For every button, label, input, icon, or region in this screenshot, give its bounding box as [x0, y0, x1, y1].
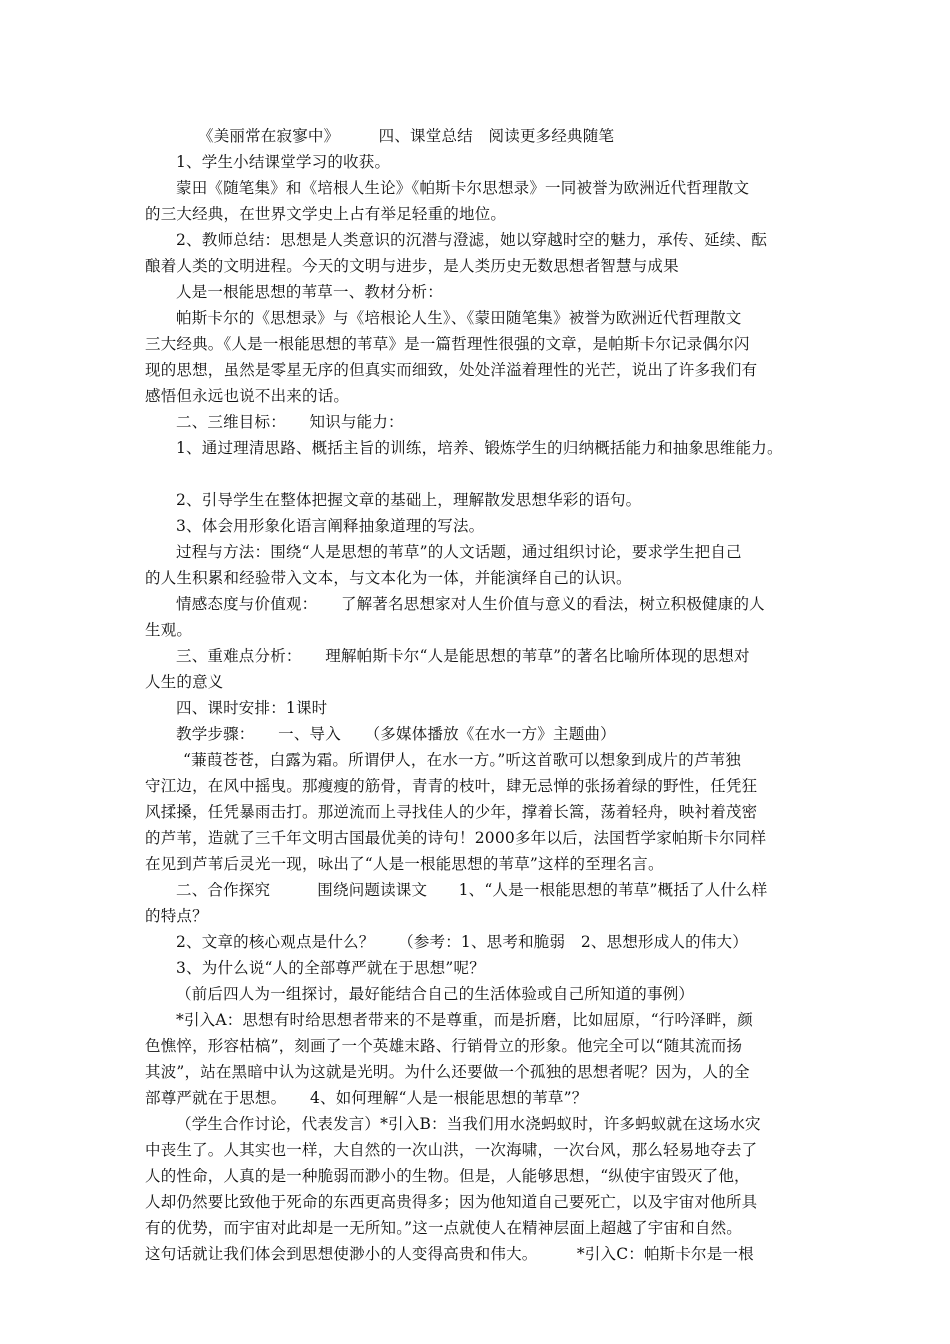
doc-line: 中丧生了。人其实也一样，大自然的一次山洪，一次海啸，一次台风，那么轻易地夺去了	[145, 1141, 758, 1159]
doc-line: 人却仍然要比致他于死命的东西更高贵得多；因为他知道自己要死亡，以及宇宙对他所具	[145, 1193, 758, 1211]
doc-line: 2、文章的核心观点是什么？ （参考：1、思考和脆弱 2、思想形成人的伟大）	[176, 933, 748, 951]
doc-line: （前后四人为一组探讨，最好能结合自己的生活体验或自己所知道的事例）	[176, 985, 695, 1003]
doc-line: 1、通过理清思路、概括主旨的训练，培养、锻炼学生的归纳概括能力和抽象思维能力。	[176, 439, 783, 457]
doc-line: 有的优势，而宇宙对此却是一无所知。”这一点就使人在精神层面上超越了宇宙和自然。	[145, 1219, 742, 1237]
doc-line: 四、课时安排：1课时	[176, 699, 328, 717]
doc-line: 酿着人类的文明进程。今天的文明与进步，是人类历史无数思想者智慧与成果	[145, 257, 679, 275]
doc-line: 三大经典。《人是一根能思想的苇草》是一篇哲理性很强的文章，是帕斯卡尔记录偶尔闪	[145, 335, 750, 353]
doc-line: 过程与方法：围绕“人是思想的苇草”的人文话题，通过组织讨论，要求学生把自己	[176, 543, 742, 561]
doc-line: （学生合作讨论，代表发言）*引入B：当我们用水浇蚂蚁时，许多蚂蚁就在这场水灾	[176, 1115, 761, 1133]
doc-line: 部尊严就在于思想。 4、如何理解“人是一根能思想的苇草”？	[145, 1089, 588, 1107]
doc-line: *引入A：思想有时给思想者带来的不是尊重，而是折磨，比如屈原，“行吟泽畔，颜	[176, 1011, 753, 1029]
doc-line: 帕斯卡尔的《思想录》与《培根论人生》、《蒙田随笔集》被誉为欧洲近代哲理散文	[176, 309, 742, 327]
doc-line: 守江边，在风中摇曳。那瘦瘦的筋骨，青青的枝叶，肆无忌惮的张扬着绿的野性，任凭狂	[145, 777, 758, 795]
doc-line: 这句话就让我们体会到思想使渺小的人变得高贵和伟大。 *引入C：帕斯卡尔是一根	[145, 1245, 754, 1263]
doc-line: 的三大经典，在世界文学史上占有举足轻重的地位。	[145, 205, 507, 223]
doc-line: 教学步骤： 一、导入 （多媒体播放《在水一方》主题曲）	[176, 725, 616, 743]
doc-line: 2、教师总结：思想是人类意识的沉潜与澄滤，她以穿越时空的魅力，承传、延续、酝	[176, 231, 767, 249]
doc-line: 风揉搡，任凭暴雨击打。那逆流而上寻找佳人的少年，撑着长篙，荡着轻舟，映衬着茂密	[145, 803, 758, 821]
doc-line: 其波”，站在黑暗中认为这就是光明。为什么还要做一个孤独的思想者呢？因为，人的全	[145, 1063, 750, 1081]
doc-line: 人是一根能思想的苇草一、教材分析：	[176, 283, 443, 301]
doc-line: 三、重难点分析： 理解帕斯卡尔“人是能思想的苇草”的著名比喻所体现的思想对	[176, 647, 750, 665]
doc-line: 二、三维目标： 知识与能力：	[176, 413, 404, 431]
doc-line: 现的思想，虽然是零星无序的但真实而细致，处处洋溢着理性的光芒，说出了许多我们有	[145, 361, 758, 379]
doc-line: 3、体会用形象化语言阐释抽象道理的写法。	[176, 517, 485, 535]
doc-line: 2、引导学生在整体把握文章的基础上，理解散发思想华彩的语句。	[176, 491, 642, 509]
doc-line: 《美丽常在寂寥中》 四、课堂总结 阅读更多经典随笔	[198, 127, 615, 145]
doc-line: 人的性命，人真的是一种脆弱而渺小的生物。但是，人能够思想，“纵使宇宙毁灭了他，	[145, 1167, 750, 1185]
doc-line: 1、学生小结课堂学习的收获。	[176, 153, 391, 171]
doc-line: 蒙田《随笔集》和《培根人生论》《帕斯卡尔思想录》一同被誉为欧洲近代哲理散文	[176, 179, 750, 197]
doc-line: 人生的意义	[145, 673, 224, 691]
doc-line: 生观。	[145, 621, 193, 639]
doc-line: 的芦苇，造就了三千年文明古国最优美的诗句！2000多年以后，法国哲学家帕斯卡尔同样	[145, 829, 767, 847]
doc-line: 3、为什么说“人的全部尊严就在于思想”呢？	[176, 959, 485, 977]
doc-line: 的特点？	[145, 907, 208, 925]
doc-line: 在见到芦苇后灵光一现，咏出了“人是一根能思想的苇草”这样的至理名言。	[145, 855, 664, 873]
doc-line: 的人生积累和经验带入文本，与文本化为一体，并能演绎自己的认识。	[145, 569, 632, 587]
doc-line: 二、合作探究 围绕问题读课文 1、“人是一根能思想的苇草”概括了人什么样	[176, 881, 768, 899]
doc-line: “蒹葭苍苍，白露为霜。所谓伊人，在水一方。”听这首歌可以想象到成片的芦苇独	[183, 751, 742, 769]
doc-line: 色憔悴，形容枯槁”，刻画了一个英雄末路、行销骨立的形象。他完全可以“随其流而扬	[145, 1037, 743, 1055]
doc-line: 感悟但永远也说不出来的话。	[145, 387, 350, 405]
doc-line: 情感态度与价值观： 了解著名思想家对人生价值与意义的看法，树立积极健康的人	[176, 595, 765, 613]
